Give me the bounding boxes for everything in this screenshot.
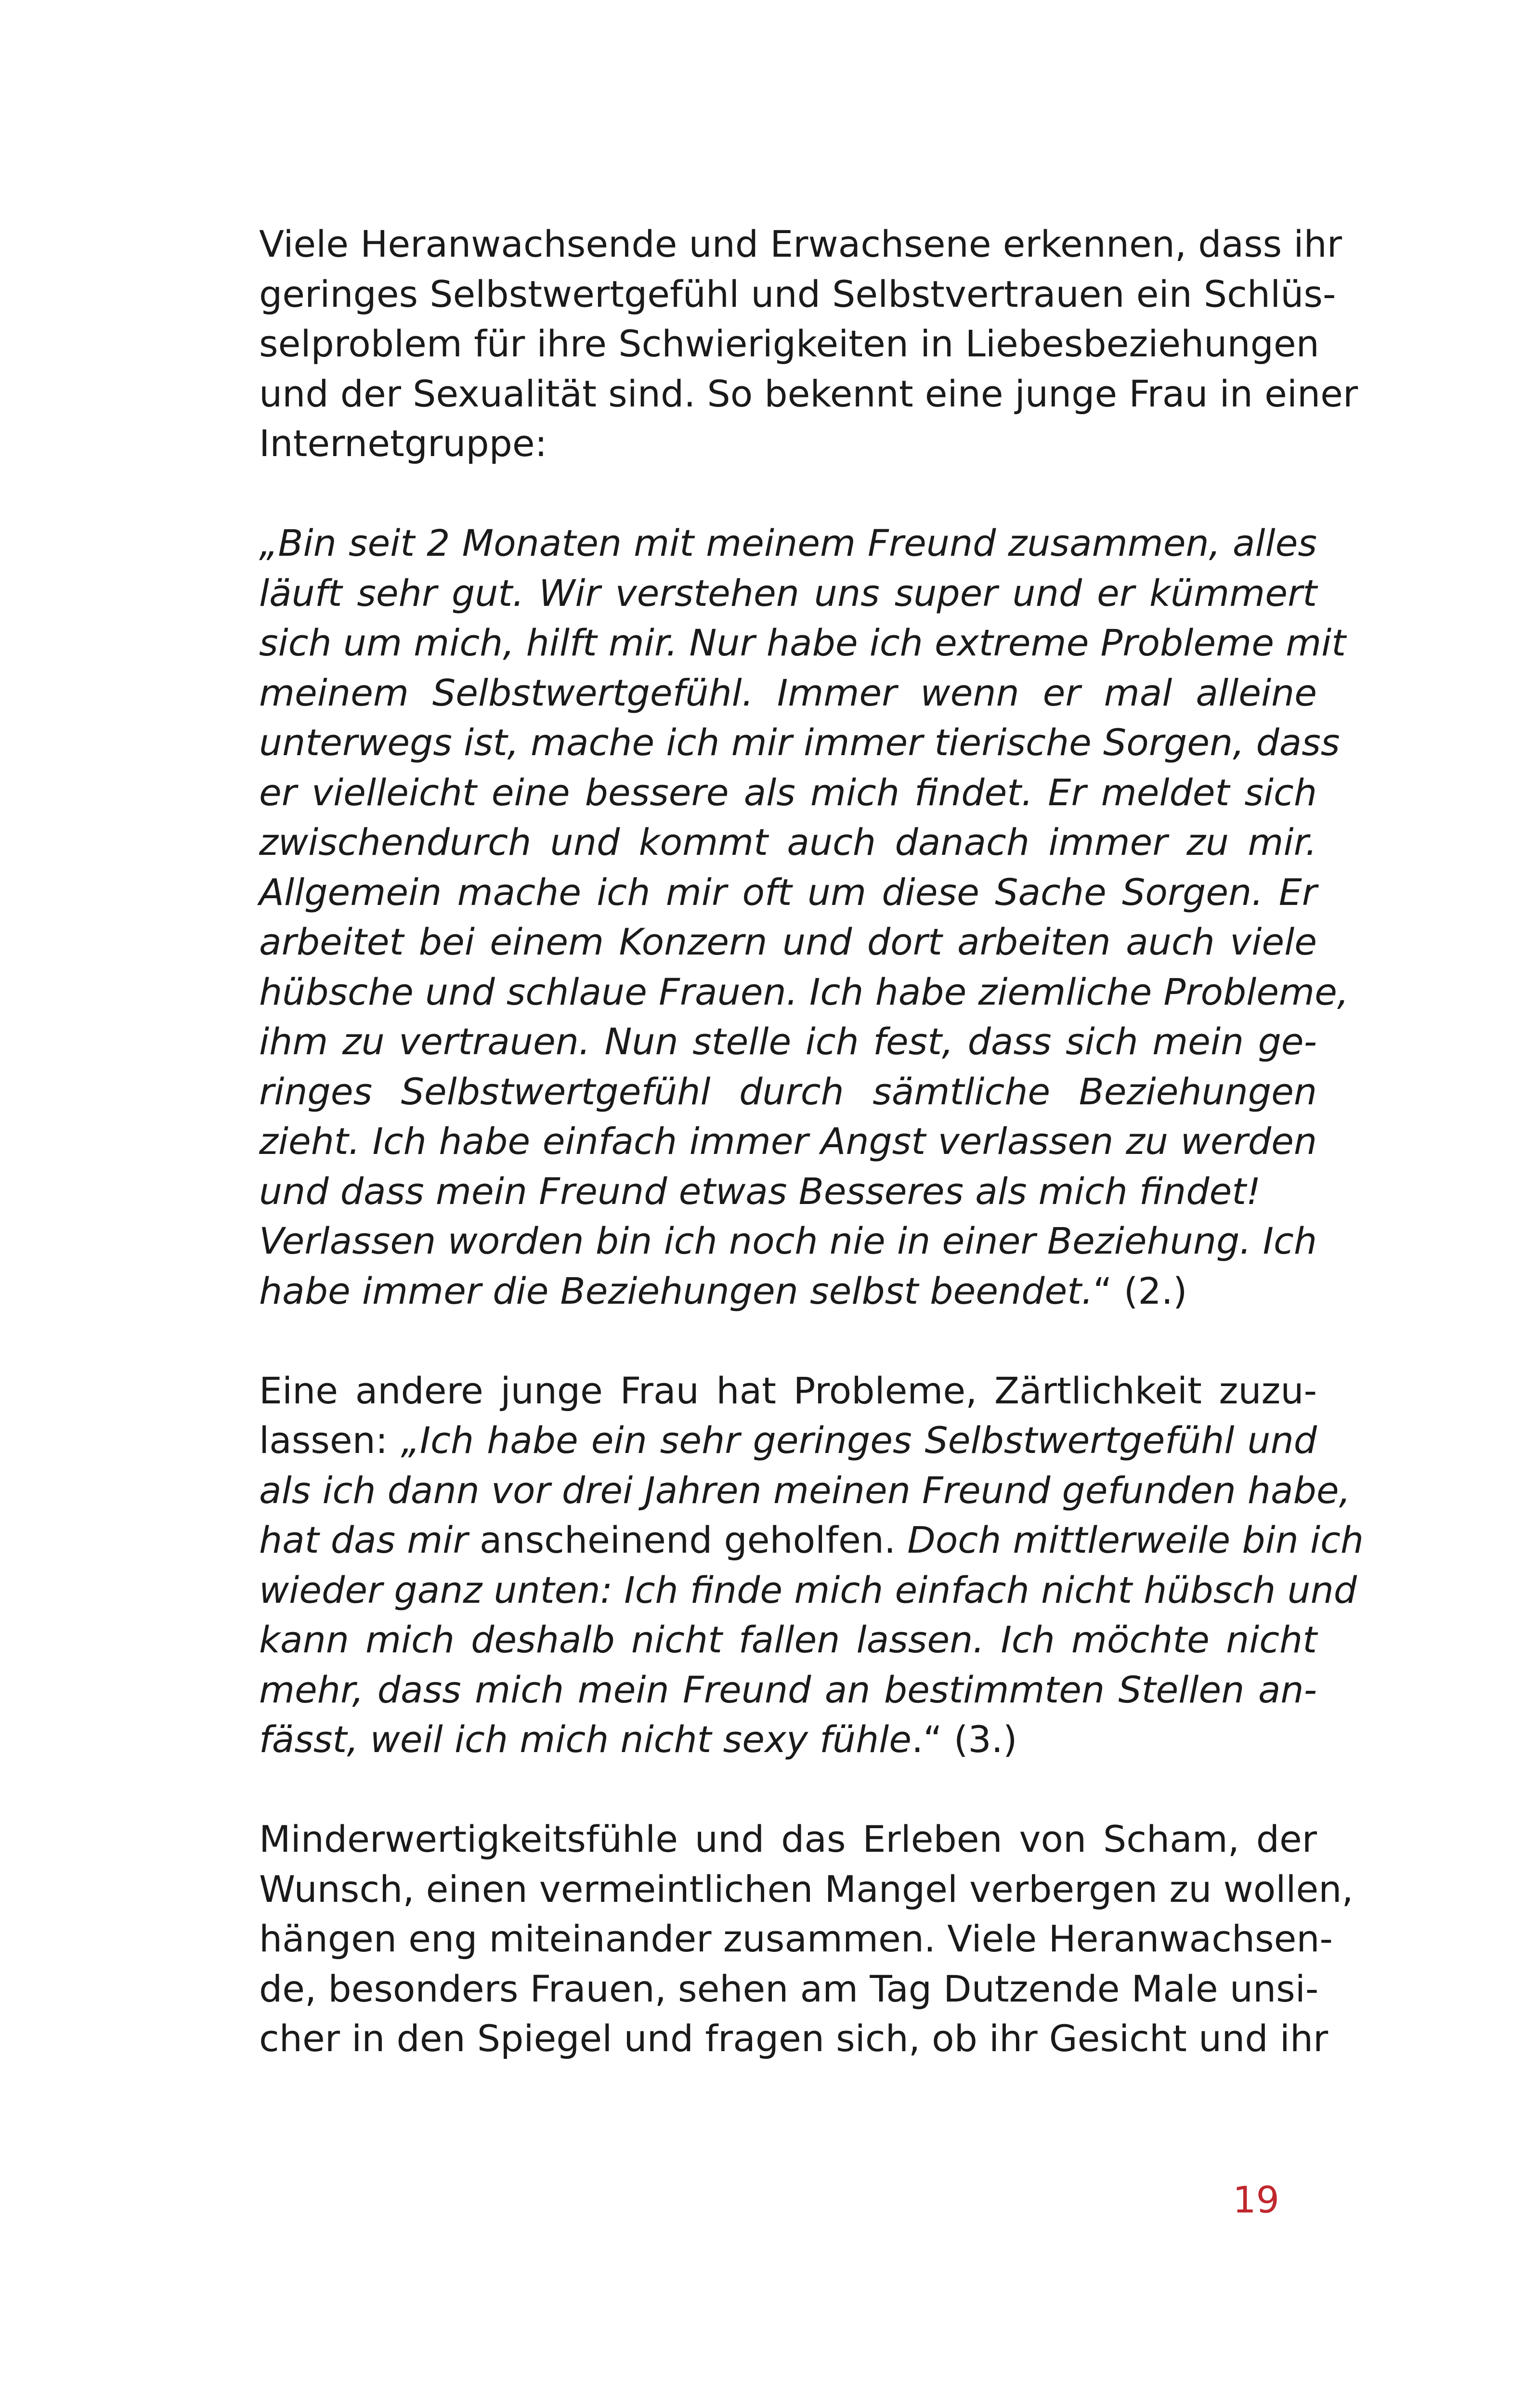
quote-text: „Ich habe ein sehr geringes Selbstwertgefühl und [401, 1419, 1317, 1462]
quote-line: zieht. Ich habe einfach immer Angst verlassen zu werden [259, 1120, 1317, 1163]
quote-line: mehr, dass mich mein Freund an bestimmten Stellen an- [259, 1668, 1317, 1711]
text-line [259, 1515, 1364, 1565]
paragraph-gap [259, 1316, 1317, 1366]
page-body [259, 219, 1364, 2064]
quote-line: und dass mein Freund etwas Besseres als mich findet! [259, 1169, 1261, 1213]
quote-block-1 [259, 518, 1349, 1316]
quote-line: er vielleicht eine bessere als mich findet. Er meldet sich [259, 771, 1317, 814]
paragraph-third [259, 1814, 1354, 2064]
quote-line: ringes Selbstwertgefühl durch sämtliche Beziehungen [259, 1070, 1317, 1113]
quote-text: hat das mir [259, 1518, 468, 1561]
quote-line: sich um mich, hilft mir. Nur habe ich extreme Probleme mit [259, 621, 1346, 664]
quote-line: zwischendurch und kommt auch danach immer zu mir. [259, 821, 1317, 864]
text-line [259, 1714, 1317, 1765]
text-line: selproblem für ihre Schwierigkeiten in Liebesbeziehungen [259, 322, 1319, 365]
quote-line: hübsche und schlaue Frauen. Ich habe ziemliche Probleme, [259, 970, 1349, 1013]
text-line: Viele Heranwachsende und Erwachsene erkennen, dass ihr [259, 222, 1342, 265]
quote-text: habe immer die Beziehungen selbst beendet. [259, 1269, 1094, 1312]
text-line: Wunsch, einen vermeintlichen Mangel verbergen zu wollen, [259, 1867, 1354, 1911]
quote-line: wieder ganz unten: Ich finde mich einfach nicht hübsch und [259, 1568, 1357, 1611]
text-line: cher in den Spiegel und fragen sich, ob ihr Gesicht und ihr [259, 2017, 1329, 2060]
quote-line: „Bin seit 2 Monaten mit meinem Freund zusammen, alles [259, 522, 1317, 564]
quote-line: unterwegs ist, mache ich mir immer tierische Sorgen, dass [259, 721, 1340, 764]
plain-text: anscheinend geholfen. [468, 1518, 908, 1561]
quote-line: arbeitet bei einem Konzern und dort arbeiten auch viele [259, 920, 1317, 963]
plain-text: lassen: [259, 1419, 401, 1462]
text-line: hängen eng miteinander zusammen. Viele Heranwachsen- [259, 1917, 1333, 1960]
paragraph-intro [259, 219, 1358, 469]
quote-line: Verlassen worden bin ich noch nie in einer Beziehung. Ich [259, 1219, 1317, 1262]
quote-line: meinem Selbstwertgefühl. Immer wenn er mal alleine [259, 671, 1317, 714]
paragraph-second [259, 1366, 1364, 1765]
text-line: und der Sexualität sind. So bekennt eine junge Frau in einer [259, 372, 1358, 415]
text-line: de, besonders Frauen, sehen am Tag Dutzende Male unsi- [259, 1967, 1319, 2010]
text-line: Minderwertigkeitsfühle und das Erleben von Scham, der [259, 1818, 1317, 1860]
quote-line: kann mich deshalb nicht fallen lassen. Ich möchte nicht [259, 1618, 1317, 1661]
quote-line-last [259, 1266, 1317, 1316]
quote-line: ihm zu vertrauen. Nun stelle ich fest, dass sich mein ge- [259, 1020, 1317, 1063]
quote-line: Allgemein mache ich mir oft um diese Sache Sorgen. Er [259, 870, 1317, 914]
page-number: 19 [1233, 2178, 1279, 2221]
citation-ref: .“ (3.) [912, 1718, 1017, 1761]
text-line: geringes Selbstwertgefühl und Selbstvertrauen ein Schlüs- [259, 272, 1336, 315]
quote-line: als ich dann vor drei Jahren meinen Freund gefunden habe, [259, 1468, 1351, 1512]
paragraph-gap [259, 469, 1317, 519]
quote-line: läuft sehr gut. Wir verstehen uns super und er kümmert [259, 571, 1317, 615]
text-line: Eine andere junge Frau hat Probleme, Zärtlichkeit zuzu- [259, 1369, 1317, 1412]
paragraph-gap [259, 1765, 1317, 1815]
text-line: Internetgruppe: [259, 422, 547, 465]
text-line [259, 1415, 1317, 1466]
quote-text: Doch mittlerweile bin ich [907, 1518, 1364, 1561]
citation-ref: “ (2.) [1093, 1269, 1187, 1312]
quote-text: fässt, weil ich mich nicht sexy fühle [259, 1718, 912, 1761]
